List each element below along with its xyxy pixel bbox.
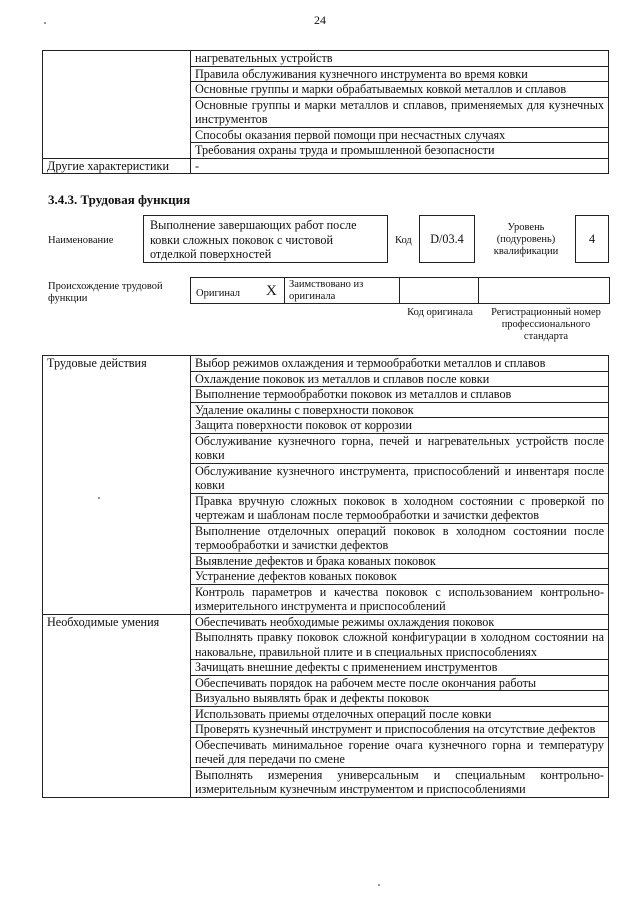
skill-item: Визуально выявлять брак и дефекты поковок (191, 691, 609, 707)
scan-speck (98, 497, 100, 499)
skill-item: Обеспечивать порядок на рабочем месте после окончания работы (191, 675, 609, 691)
knowledge-item: Требования охраны труда и промышленной безопасности (191, 143, 609, 159)
scan-speck (378, 884, 380, 886)
origin-divider (284, 277, 285, 304)
skill-item: Использовать приемы отделочных операций после ковки (191, 706, 609, 722)
other-characteristics-label: Другие характеристики (43, 158, 191, 174)
knowledge-item: Основные группы и марки обрабатываемых ковкой металлов и сплавов (191, 82, 609, 98)
original-mark: X (266, 283, 277, 299)
labor-action-item: Удаление окалины с поверхности поковок (191, 402, 609, 418)
borrowed-label: Заимствовано из оригинала (289, 279, 364, 302)
function-name-box: Выполнение завершающих работ после ковки сложных поковок с чистовой отделкой поверхностей (143, 215, 388, 263)
skill-item: Выполнять правку поковок сложной конфигурации в холодном состоянии на наковальне, правильной плите и в специальных приспособлениях (191, 630, 609, 660)
labor-action-item: Обслуживание кузнечного инструмента, приспособлений и инвентаря после ковки (191, 463, 609, 493)
labor-action-item: Контроль параметров и качества поковок с использованием контрольно-измерительного инструмента и приспособлений (191, 584, 609, 614)
labor-action-item: Правка вручную сложных поковок в холодном состоянии с проверкой по чертежам и шаблонам после термообработки и зачистки дефектов (191, 493, 609, 523)
page-number: 24 (314, 13, 326, 27)
level-label: Уровень (подуровень) квалификации (493, 222, 559, 257)
knowledge-item: Основные группы и марки металлов и сплавов, применяемых для кузнечных инструментов (191, 97, 609, 127)
labor-action-item: Выбор режимов охлаждения и термообработки металлов и сплавов (191, 356, 609, 372)
labor-action-item: Выполнение термообработки поковок из металлов и сплавов (191, 387, 609, 403)
origin-row (190, 277, 610, 304)
skills-label: Необходимые умения (43, 614, 191, 797)
knowledge-item: Правила обслуживания кузнечного инструмента во время ковки (191, 66, 609, 82)
registration-number-caption: Регистрационный номер профессионального стандарта (491, 307, 601, 342)
knowledge-label-cell (43, 51, 191, 159)
level-value-box: 4 (575, 215, 609, 263)
labor-action-item: Устранение дефектов кованых поковок (191, 569, 609, 585)
labor-function-table (42, 355, 609, 798)
original-label: Оригинал (196, 288, 240, 299)
scan-speck (44, 22, 46, 24)
skill-item: Проверять кузнечный инструмент и приспособления на отсутствие дефектов (191, 722, 609, 738)
code-label: Код (395, 235, 412, 246)
knowledge-item: нагревательных устройств (191, 51, 609, 67)
labor-action-item: Выявление дефектов и брака кованых поковок (191, 553, 609, 569)
labor-actions-label: Трудовые действия (43, 356, 191, 615)
origin-label: Происхождение трудовой функции (48, 281, 163, 304)
labor-action-item: Выполнение отделочных операций поковок в холодном состоянии после термообработки и зачистки дефектов (191, 523, 609, 553)
name-label: Наименование (48, 235, 114, 246)
origin-divider (478, 277, 479, 304)
other-characteristics-value: - (191, 158, 609, 174)
section-title: 3.4.3. Трудовая функция (48, 192, 191, 207)
skill-item: Обеспечивать минимальное горение очага кузнечного горна и температуру печей для передачи по смене (191, 737, 609, 767)
function-code-box: D/03.4 (419, 215, 475, 263)
skill-item: Выполнять измерения универсальным и специальным контрольно-измерительным кузнечным инструментом и приспособлениями (191, 767, 609, 797)
origin-divider (399, 277, 400, 304)
skill-item: Зачищать внешние дефекты с применением инструментов (191, 660, 609, 676)
knowledge-table-continued (42, 50, 609, 174)
labor-action-item: Охлаждение поковок из металлов и сплавов после ковки (191, 371, 609, 387)
code-original-caption: Код оригинала (407, 307, 473, 318)
labor-action-item: Защита поверхности поковок от коррозии (191, 418, 609, 434)
skill-item: Обеспечивать необходимые режимы охлаждения поковок (191, 614, 609, 630)
labor-action-item: Обслуживание кузнечного горна, печей и нагревательных устройств после ковки (191, 433, 609, 463)
knowledge-item: Способы оказания первой помощи при несчастных случаях (191, 127, 609, 143)
